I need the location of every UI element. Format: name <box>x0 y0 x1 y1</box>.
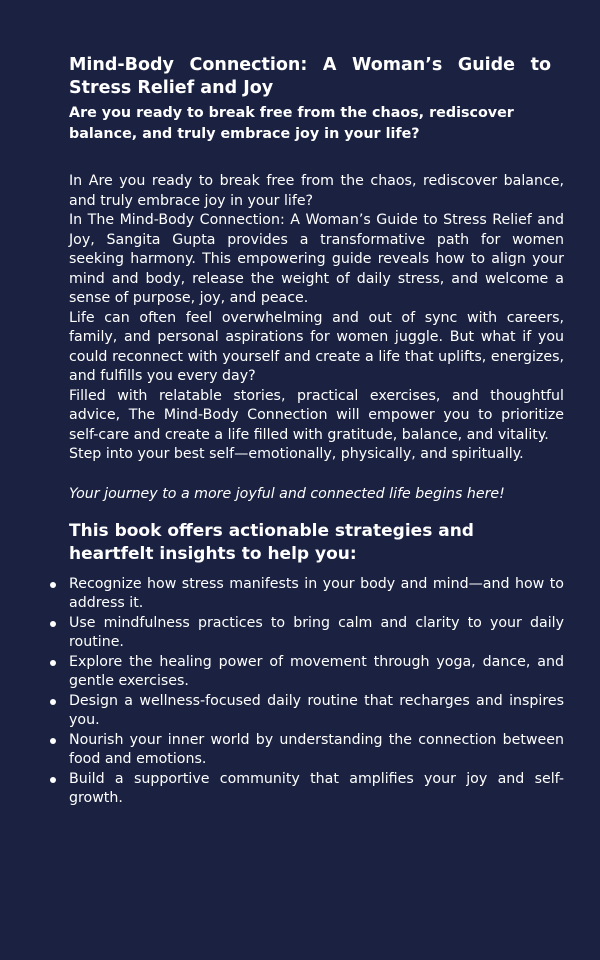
description-paragraph: In Are you ready to break free from the chaos, rediscover balance, and truly embrace joy in your life? <box>69 173 564 209</box>
list-item <box>69 614 564 653</box>
list-item <box>69 692 564 731</box>
description-paragraph: Step into your best self—emotionally, physically, and spiritually. <box>69 446 524 462</box>
bullet-icon <box>50 582 56 588</box>
description-body <box>69 172 564 465</box>
bullet-icon <box>50 777 56 783</box>
bullet-icon <box>50 699 56 705</box>
book-subtitle: Are you ready to break free from the chaos, rediscover balance, and truly embrace joy in your life? <box>69 105 514 142</box>
description-paragraph: Filled with relatable stories, practical exercises, and thoughtful advice, The Mind-Body Connection will empower you to prioritize self-care and create a life filled with gratitude, balance, and vitality. <box>69 387 564 443</box>
description-paragraph: In The Mind-Body Connection: A Woman’s Guide to Stress Relief and Joy, Sangita Gupta provides a transformative path for women seeking harmony. This empowering guide reveals how to align your mind and body, release the weight of daily stress, and welcome a sense of purpose, joy, and peace. <box>69 212 564 306</box>
list-item-text: Explore the healing power of movement through yoga, dance, and gentle exercises. <box>69 653 564 689</box>
list-item-text: Recognize how stress manifests in your body and mind—and how to address it. <box>69 575 564 611</box>
bullet-icon <box>50 660 56 666</box>
list-item <box>69 731 564 770</box>
list-item-text: Design a wellness-focused daily routine that recharges and inspires you. <box>69 692 564 728</box>
bullet-icon <box>50 621 56 627</box>
list-item-text: Nourish your inner world by understanding the connection between food and emotions. <box>69 731 564 767</box>
list-item <box>69 575 564 614</box>
section-heading: This book offers actionable strategies and heartfelt insights to help you: <box>69 520 474 564</box>
list-item-text: Use mindfulness practices to bring calm and clarity to your daily routine. <box>69 614 564 650</box>
bullet-icon <box>50 738 56 744</box>
book-title: Mind-Body Connection: A Woman’s Guide to Stress Relief and Joy <box>69 55 551 98</box>
tagline: Your journey to a more joyful and connected life begins here! <box>69 485 505 502</box>
list-item-text: Build a supportive community that amplifies your joy and self-growth. <box>69 770 564 806</box>
list-item <box>69 770 564 809</box>
benefits-list <box>69 575 564 809</box>
list-item <box>69 653 564 692</box>
description-paragraph: Life can often feel overwhelming and out of sync with careers, family, and personal aspirations for women juggle. But what if you could reconnect with yourself and create a life that uplifts, energizes, and fulfills you every day? <box>69 309 564 384</box>
